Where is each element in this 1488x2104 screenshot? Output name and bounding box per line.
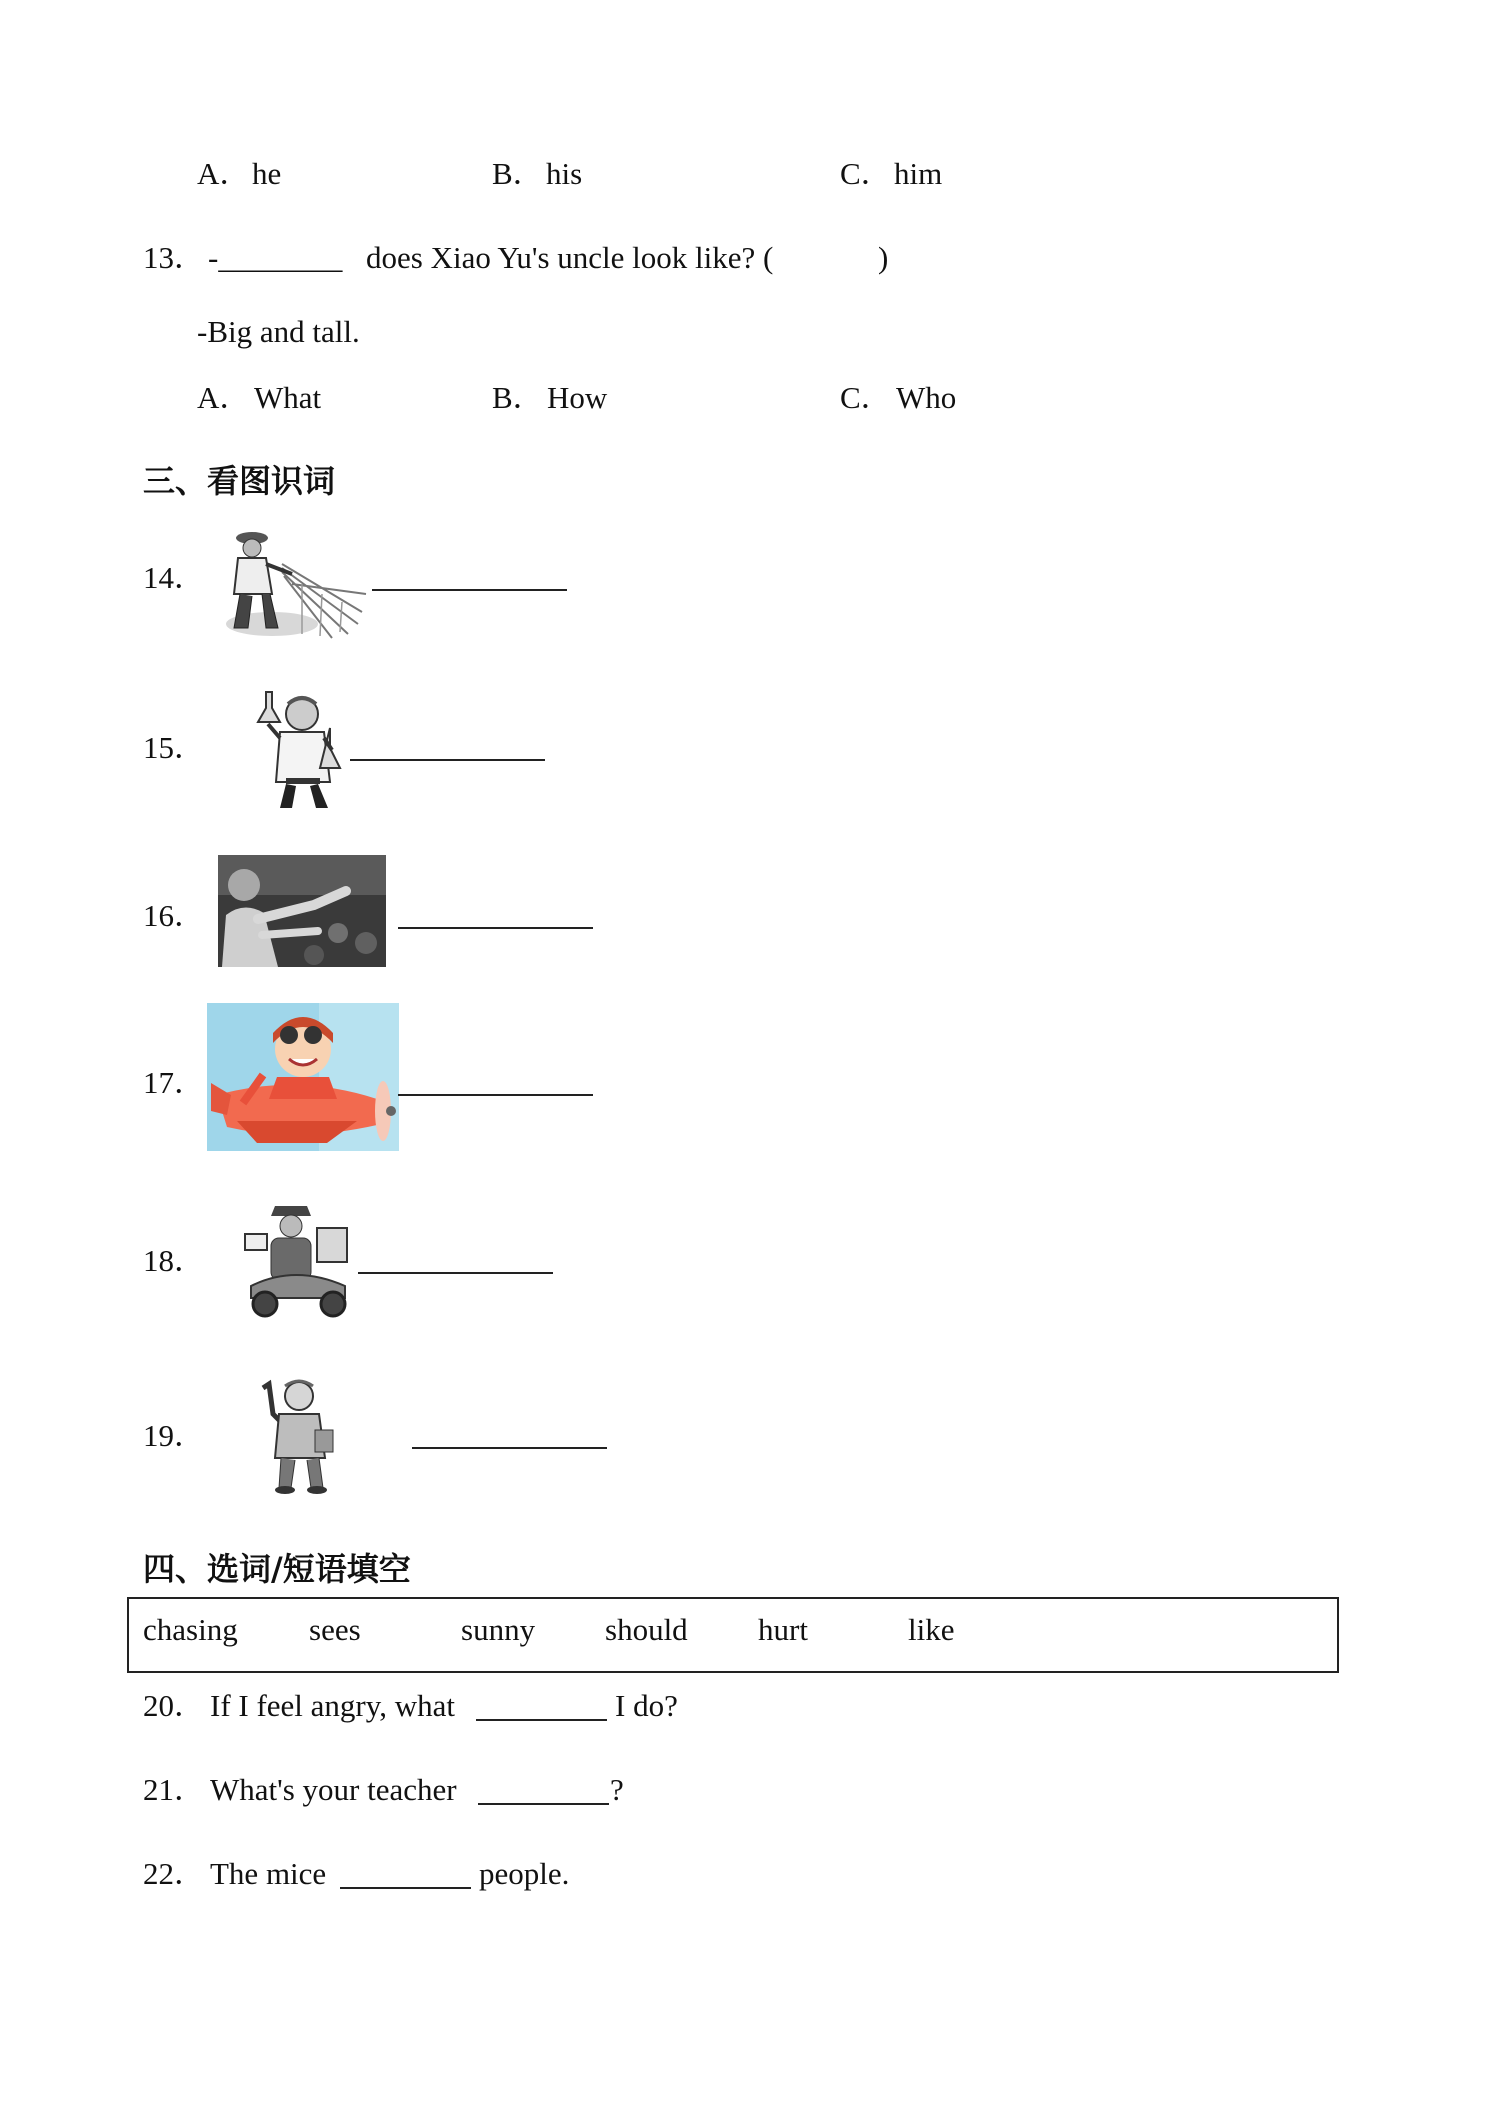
q13-option-b-text: How (547, 380, 608, 415)
q20-text-before: If I feel angry, what (210, 1688, 456, 1723)
q13-number: 13． (143, 240, 205, 275)
word-bank-item: sees (309, 1612, 361, 1647)
q20-number: 20． (143, 1688, 205, 1723)
postman-scooter-image (235, 1198, 361, 1322)
q12-option-c-letter: C． (840, 156, 892, 191)
q21-text-before: What's your teacher (210, 1772, 457, 1807)
q16-number: 16． (143, 898, 205, 933)
q14-answer-blank[interactable] (372, 589, 567, 591)
q14-number: 14． (143, 560, 205, 595)
q13-stem-suffix: ) (878, 240, 889, 275)
q12-option-a-letter: A． (197, 156, 251, 191)
word-bank-item: hurt (758, 1612, 808, 1647)
q13-stem-prefix: -________ (208, 240, 343, 275)
q21-answer-blank[interactable] (478, 1803, 609, 1805)
q20-answer-blank[interactable] (476, 1719, 607, 1721)
q13-answer-line: -Big and tall. (197, 314, 360, 349)
q13-option-c-letter: C． (840, 380, 892, 415)
q12-option-b-text: his (546, 156, 583, 191)
section3-heading: 三、看图识词 (143, 462, 336, 500)
q12-option-a-text: he (252, 156, 282, 191)
q15-answer-blank[interactable] (350, 759, 545, 761)
word-bank-item: sunny (461, 1612, 536, 1647)
fisherman-image (222, 524, 368, 642)
q15-number: 15． (143, 730, 205, 765)
q12-option-c-text: him (894, 156, 943, 191)
word-bank-item: chasing (143, 1612, 238, 1647)
q18-answer-blank[interactable] (358, 1272, 553, 1274)
q19-number: 19． (143, 1418, 205, 1453)
section4-heading: 四、选词/短语填空 (143, 1550, 411, 1588)
q13-option-c-text: Who (896, 380, 957, 415)
old-man-waving-image (255, 1374, 341, 1498)
q17-number: 17． (143, 1065, 205, 1100)
q17-answer-blank[interactable] (398, 1094, 593, 1096)
q16-answer-blank[interactable] (398, 927, 593, 929)
q13-option-a-letter: A． (197, 380, 251, 415)
q20-text-after: I do? (615, 1688, 678, 1723)
scientist-image (250, 688, 350, 816)
conductor-photo-image (218, 855, 386, 967)
word-bank-item: should (605, 1612, 688, 1647)
q22-number: 22． (143, 1856, 205, 1891)
q22-text-before: The mice (210, 1856, 327, 1891)
q21-text-after: ? (610, 1772, 624, 1807)
pilot-airplane-image (207, 1003, 399, 1151)
q13-option-a-text: What (254, 380, 322, 415)
q12-option-b-letter: B． (492, 156, 544, 191)
q13-option-b-letter: B． (492, 380, 544, 415)
q18-number: 18． (143, 1243, 205, 1278)
q13-stem-text: does Xiao Yu's uncle look like? ( (366, 240, 774, 275)
q22-text-after: people. (479, 1856, 570, 1891)
word-bank-item: like (908, 1612, 955, 1647)
q21-number: 21． (143, 1772, 205, 1807)
q22-answer-blank[interactable] (340, 1887, 471, 1889)
q19-answer-blank[interactable] (412, 1447, 607, 1449)
